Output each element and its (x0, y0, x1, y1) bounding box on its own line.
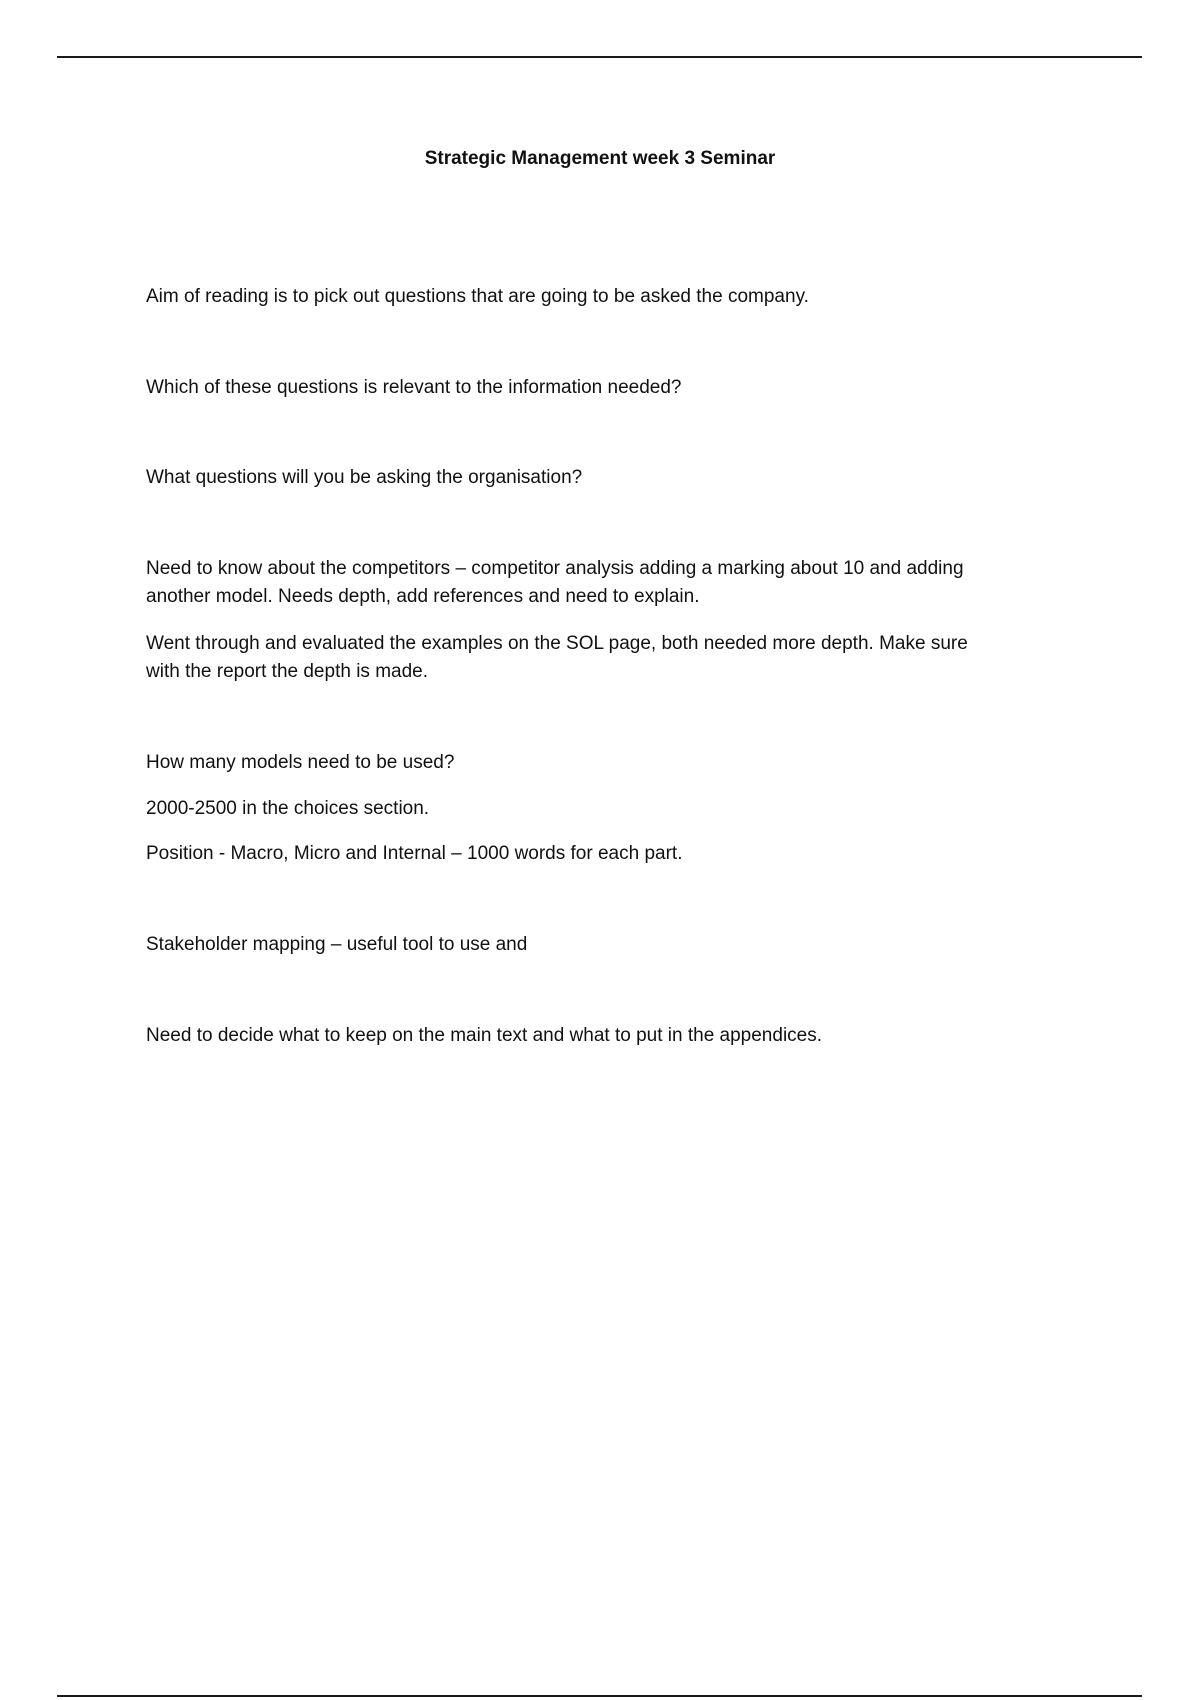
paragraph-aim: Aim of reading is to pick out questions that are going to be asked the company. (146, 286, 809, 307)
footer-rule (57, 1695, 1142, 1697)
document-title: Strategic Management week 3 Seminar (424, 148, 776, 169)
paragraph-competitors-line-2: another model. Needs depth, add references and need to explain. (146, 586, 700, 607)
paragraph-examples-line-2: with the report the depth is made. (146, 661, 428, 682)
header-rule (57, 56, 1142, 58)
paragraph-stakeholder-mapping: Stakeholder mapping – useful tool to use and (146, 934, 528, 955)
paragraph-examples-line-1: Went through and evaluated the examples on the SOL page, both needed more depth. Make sure (146, 633, 968, 654)
paragraph-relevant-questions: Which of these questions is relevant to the information needed? (146, 377, 682, 398)
paragraph-examples (146, 630, 1046, 686)
paragraph-models-question: How many models need to be used? (146, 752, 455, 773)
paragraph-competitors (146, 555, 1046, 611)
paragraph-position: Position - Macro, Micro and Internal – 1000 words for each part. (146, 843, 683, 864)
paragraph-organisation-questions: What questions will you be asking the organisation? (146, 467, 583, 488)
paragraph-word-count: 2000-2500 in the choices section. (146, 798, 430, 819)
paragraph-competitors-line-1: Need to know about the competitors – competitor analysis adding a marking about 10 and adding (146, 558, 964, 579)
paragraph-appendices: Need to decide what to keep on the main text and what to put in the appendices. (146, 1025, 823, 1046)
